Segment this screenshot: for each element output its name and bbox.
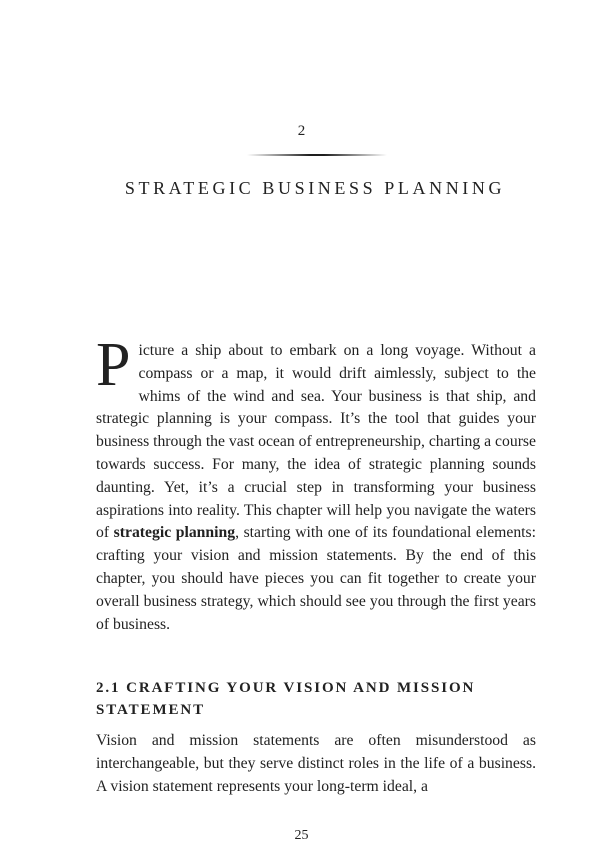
drop-cap: P <box>96 331 131 399</box>
intro-text-start: icture a ship about to embark on a long voyage. Without a compass or a map, it would drift aimlessly, subject to the whims of the wind and sea. Your business is that ship, and strategic planning is your compass. It’s the tool that guides your business through the vast ocean of entrepreneurship, charting a course towards success. For many, the idea of strategic planning sounds daunting. Yet, it’s a crucial step in transforming your business aspirations into reality. This chapter will help you navigate the waters of <box>96 342 536 542</box>
intro-bold-term: strategic planning <box>113 524 236 542</box>
intro-paragraph <box>96 331 537 636</box>
section-heading: 2.1 CRAFTING YOUR VISION AND MISSION STATEMENT <box>96 680 476 718</box>
section-paragraph: Vision and mission statements are often misunderstood as interchangeable, but they serve distinct roles in the life of a business. A vision statement represents your long-term ideal, a <box>96 732 536 795</box>
chapter-title: STRATEGIC BUSINESS PLANNING <box>124 178 506 198</box>
chapter-number: 2 <box>297 123 306 139</box>
page-number: 25 <box>294 828 309 843</box>
intro-text-end: , starting with one of its foundational elements: crafting your vision and mission statements. By the end of this chapter, you should have pieces you can fit together to create your overall business strategy, which should see you through the first years of business. <box>96 524 537 633</box>
chapter-divider <box>247 154 387 156</box>
